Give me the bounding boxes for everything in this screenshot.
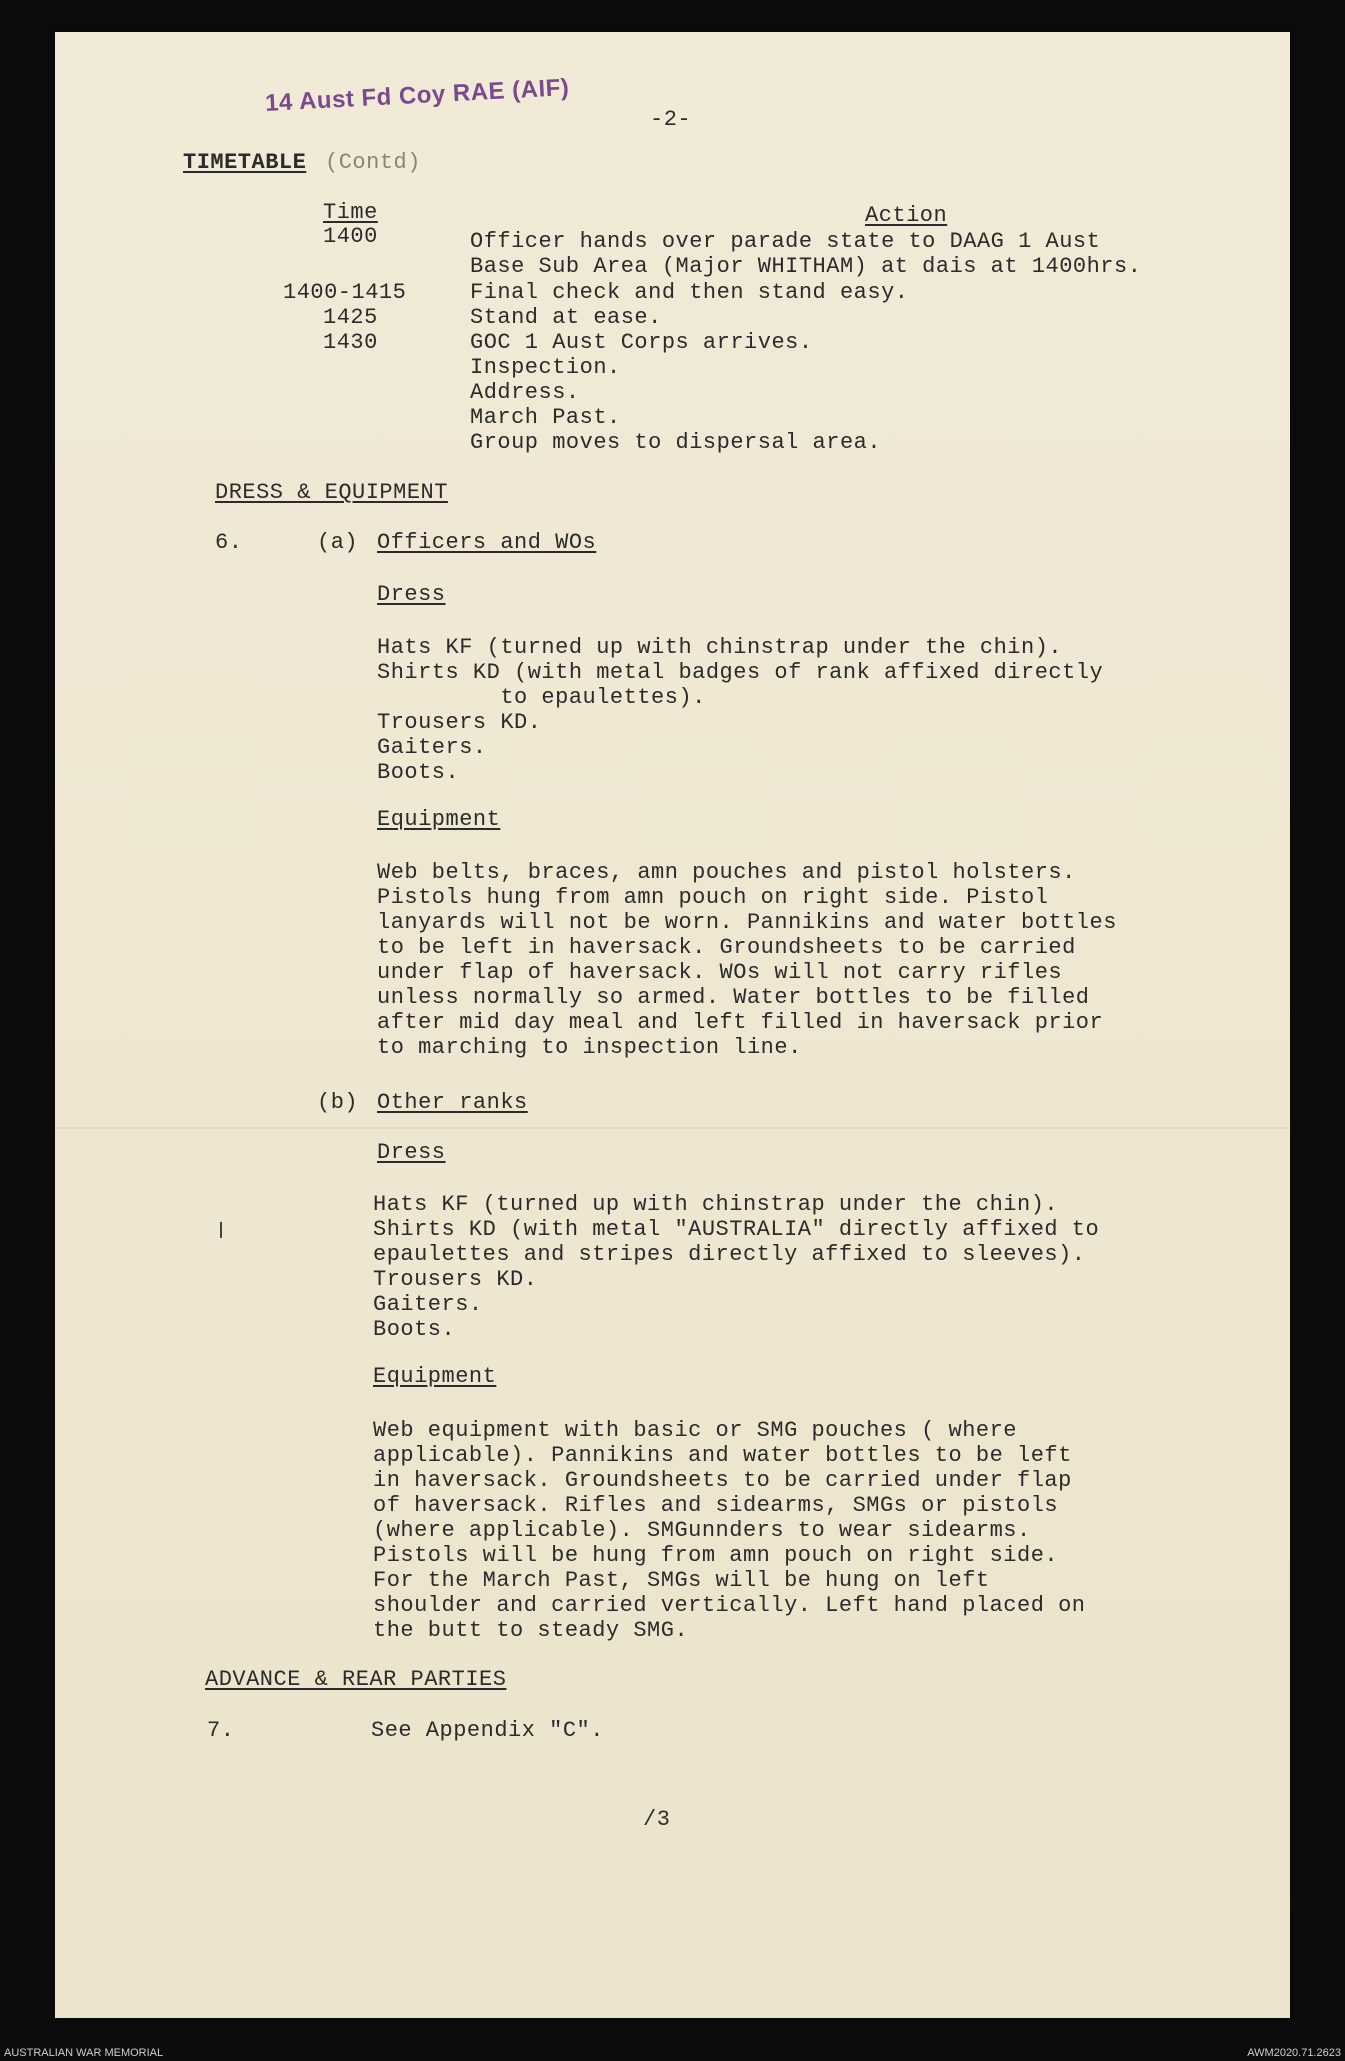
timetable-action: Stand at ease. — [470, 305, 662, 330]
other-ranks-title: Other ranks — [377, 1090, 528, 1115]
archive-footer-left: AUSTRALIAN WAR MEMORIAL — [4, 2047, 164, 2059]
advance-heading: ADVANCE & REAR PARTIES — [205, 1667, 507, 1692]
sub-label: (a) — [317, 530, 359, 555]
archive-footer-right: AWM2020.71.2623 — [1247, 2047, 1341, 2059]
timetable-time: 1430 — [323, 330, 378, 355]
timetable-time: 1400 — [323, 224, 378, 249]
next-page-marker: /3 — [643, 1807, 671, 1832]
timetable-action: Final check and then stand easy. — [470, 280, 909, 305]
officers-equipment-heading: Equipment — [377, 807, 501, 832]
para-number: 7. — [207, 1718, 235, 1743]
officers-title: Officers and WOs — [377, 530, 597, 555]
other-ranks-dress-text: Hats KF (turned up with chinstrap under the chin). Shirts KD (with metal "AUSTRALIA" directly affixed to epaulettes and stripes directly affixed to sleeves). Trousers KD. Gaiters. Boots. — [373, 1192, 1100, 1342]
officers-dress-text: Hats KF (turned up with chinstrap under the chin). Shirts KD (with metal badges of rank affixed directly to epaulettes). Trousers KD. Gaiters. Boots. — [377, 635, 1104, 785]
document-page — [55, 32, 1290, 2018]
timetable-col-action: Action — [865, 203, 948, 228]
page-number: -2- — [650, 107, 692, 132]
dress-heading: DRESS & EQUIPMENT — [215, 480, 448, 505]
timetable-action: Officer hands over parade state to DAAG 1 Aust Base Sub Area (Major WHITHAM) at dais at 1400hrs. — [470, 229, 1142, 279]
other-ranks-equipment-heading: Equipment — [373, 1364, 497, 1389]
para-number: 6. — [215, 530, 243, 555]
pen-mark — [220, 1222, 222, 1238]
officers-equipment-text: Web belts, braces, amn pouches and pistol holsters. Pistols hung from amn pouch on right side. Pistol lanyards will not be worn. Pannikins and water bottles to be left in haversack. Groundsheets to be carried under flap of haversack. WOs will not carry rifles unless normally so armed. Water bottles to be filled after mid day meal and left filled in haversack prior to marching to inspection line. — [377, 860, 1117, 1060]
section-title: TIMETABLE — [183, 150, 307, 175]
other-ranks-dress-heading: Dress — [377, 1140, 446, 1165]
unit-stamp: 14 Aust Fd Coy RAE (AIF) — [264, 74, 570, 117]
advance-text: See Appendix "C". — [371, 1718, 604, 1743]
timetable-action: GOC 1 Aust Corps arrives. Inspection. Address. March Past. Group moves to dispersal area. — [470, 330, 882, 455]
timetable-time: 1400-1415 — [283, 280, 407, 305]
paper-fold — [55, 1127, 1290, 1129]
sub-label: (b) — [317, 1090, 359, 1115]
timetable-time: 1425 — [323, 305, 378, 330]
other-ranks-equipment-text: Web equipment with basic or SMG pouches ( where applicable). Pannikins and water bottles to be left in haversack. Groundsheets to be carried under flap of haversack. Rifles and sidearms, SMGs or pistols (where applicable). SMGunnders to wear sidearms. Pistols will be hung from amn pouch on right side. For the March Past, SMGs will be hung on left shoulder and carried vertically. Left hand placed on the butt to steady SMG. — [373, 1418, 1086, 1643]
section-cont: (Contd) — [325, 150, 421, 175]
timetable-col-time: Time — [323, 200, 378, 225]
officers-dress-heading: Dress — [377, 582, 446, 607]
